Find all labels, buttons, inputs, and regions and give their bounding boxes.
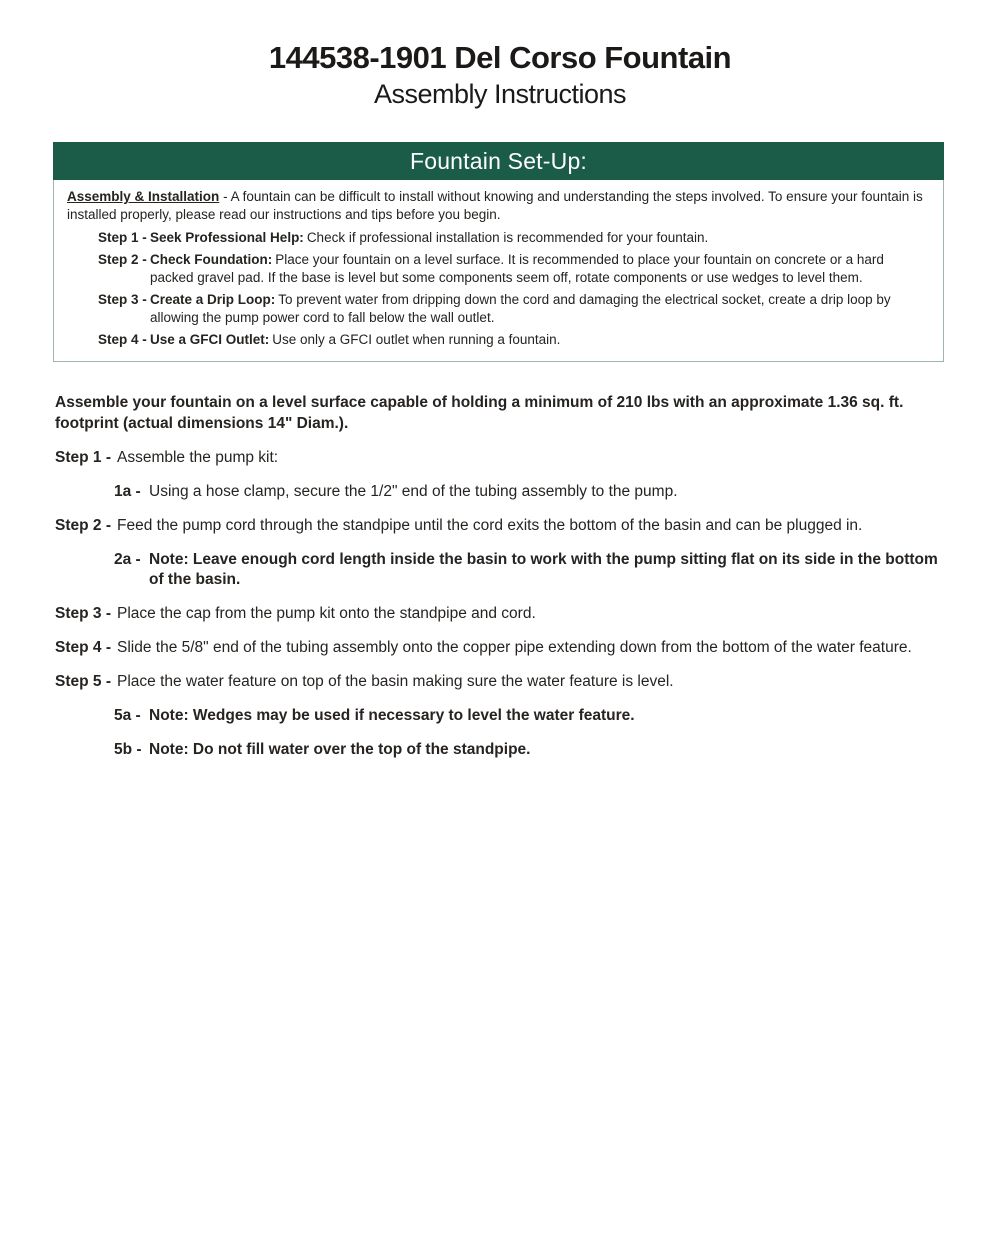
setup-step-3-label: Step 3 - — [98, 292, 147, 307]
setup-section-header: Fountain Set-Up: — [53, 142, 944, 180]
setup-intro-text: - A fountain can be difficult to install without knowing and understanding the steps involved. To ensure your fountain is installed properly, please read our instructions and tips before you begin. — [67, 189, 923, 222]
assembly-step-2a-text: Note: Leave enough cord length inside the basin to work with the pump sitting flat on its side in the bottom of the basin. — [149, 551, 938, 588]
setup-intro-paragraph — [67, 188, 930, 224]
assembly-step-1-label: Step 1 - — [55, 449, 111, 466]
setup-step-4 — [98, 331, 930, 349]
title-block — [0, 0, 1000, 110]
document-title: 144538-1901 Del Corso Fountain — [268, 40, 732, 75]
assembly-step-4 — [55, 638, 945, 658]
assembly-step-2a-label: 2a - — [114, 551, 141, 568]
assembly-step-5b-text: Note: Do not fill water over the top of the standpipe. — [149, 741, 531, 758]
assembly-step-5a-label: 5a - — [114, 707, 141, 724]
assembly-step-5 — [55, 672, 945, 692]
assembly-step-2 — [55, 516, 945, 536]
assembly-intro-paragraph: Assemble your fountain on a level surface capable of holding a minimum of 210 lbs with an approximate 1.36 sq. ft. footprint (actual dimensions 14" Diam.). — [55, 394, 904, 432]
assembly-step-2-label: Step 2 - — [55, 517, 111, 534]
assembly-step-1a-label: 1a - — [114, 483, 141, 500]
assembly-step-5b-label: 5b - — [114, 741, 142, 758]
assembly-step-1a-text: Using a hose clamp, secure the 1/2" end of the tubing assembly to the pump. — [149, 483, 678, 500]
assembly-step-4-label: Step 4 - — [55, 639, 111, 656]
setup-step-4-label: Step 4 - — [98, 332, 147, 347]
setup-step-2-text: Place your fountain on a level surface. It is recommended to place your fountain on concrete or a hard packed gravel pad. If the base is level but some components seem off, rotate components or use wedges to level them. — [150, 252, 884, 285]
setup-step-3-text: To prevent water from dripping down the cord and damaging the electrical socket, create a drip loop by allowing the pump power cord to fall below the wall outlet. — [150, 292, 891, 325]
assembly-step-5a — [114, 706, 945, 726]
assembly-step-1a — [114, 482, 945, 502]
setup-step-1-text: Check if professional installation is recommended for your fountain. — [306, 230, 709, 245]
setup-step-4-text: Use only a GFCI outlet when running a fountain. — [272, 332, 561, 347]
setup-step-2-heading: Check Foundation: — [150, 252, 273, 267]
setup-step-1-heading: Seek Professional Help: — [150, 230, 304, 245]
assembly-step-2-text: Feed the pump cord through the standpipe until the cord exits the bottom of the basin and can be plugged in. — [117, 517, 863, 534]
setup-step-4-body — [150, 331, 930, 349]
assembly-steps-list — [55, 448, 945, 760]
setup-step-1-label: Step 1 - — [98, 230, 147, 245]
assembly-step-1-text: Assemble the pump kit: — [117, 449, 279, 466]
assembly-step-3-label: Step 3 - — [55, 605, 111, 622]
setup-step-3-heading: Create a Drip Loop: — [150, 292, 276, 307]
setup-intro-label: Assembly & Installation — [67, 189, 220, 204]
setup-step-1 — [98, 229, 930, 247]
setup-step-3 — [98, 291, 930, 327]
setup-step-4-heading: Use a GFCI Outlet: — [150, 332, 270, 347]
setup-section-body — [53, 180, 944, 362]
document-subtitle: Assembly Instructions — [373, 79, 627, 109]
assembly-step-4-text: Slide the 5/8" end of the tubing assembly onto the copper pipe extending down from the bottom of the water feature. — [117, 639, 912, 656]
setup-step-2 — [98, 251, 930, 287]
setup-step-2-body — [150, 251, 930, 287]
assembly-step-3 — [55, 604, 945, 624]
assembly-step-5a-text: Note: Wedges may be used if necessary to level the water feature. — [149, 707, 635, 724]
setup-step-1-body — [150, 229, 930, 247]
assembly-step-5-label: Step 5 - — [55, 673, 111, 690]
setup-step-2-label: Step 2 - — [98, 252, 147, 267]
assembly-step-5b — [114, 740, 945, 760]
assembly-step-5-text: Place the water feature on top of the basin making sure the water feature is level. — [117, 673, 674, 690]
setup-step-3-body — [150, 291, 930, 327]
assembly-step-2a — [114, 550, 945, 590]
assembly-step-1 — [55, 448, 945, 468]
setup-steps-list — [67, 229, 930, 349]
fountain-setup-section — [53, 142, 944, 362]
assembly-step-3-text: Place the cap from the pump kit onto the standpipe and cord. — [117, 605, 536, 622]
